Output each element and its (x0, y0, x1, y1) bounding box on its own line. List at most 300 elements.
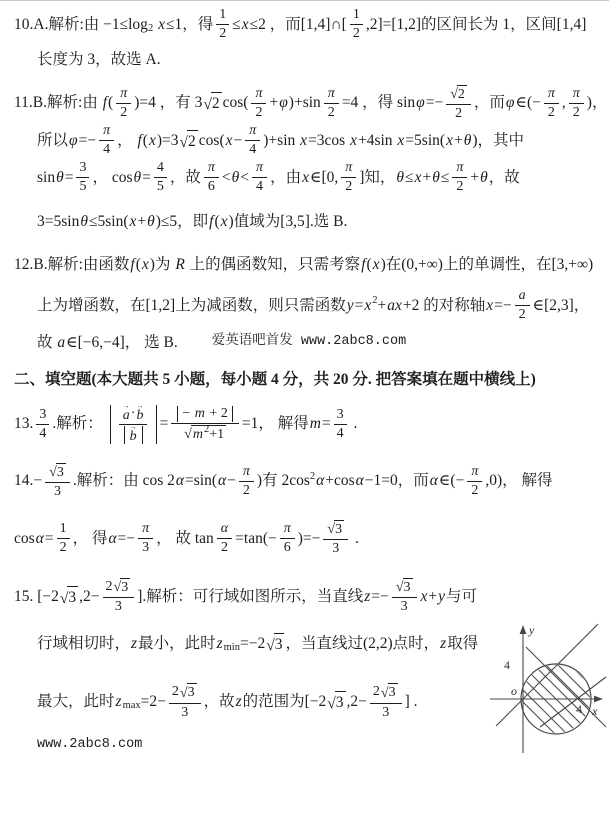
fraction (569, 86, 584, 121)
text-run: 3 (274, 636, 283, 654)
text-run: 2 (220, 539, 228, 555)
text-run: 3 (53, 483, 61, 499)
variable: α (355, 472, 364, 490)
radicand (335, 691, 346, 712)
text-run: 2 (471, 482, 479, 498)
text-run: )， (586, 94, 608, 112)
text-run: =− (425, 94, 444, 112)
fraction (36, 407, 49, 442)
text-run: ≤ (440, 168, 450, 186)
variable: m (309, 415, 321, 433)
text-run: 2 (105, 578, 113, 594)
variable: R (175, 255, 185, 273)
text-run: ≤ (232, 15, 241, 33)
radical-sign: √ (113, 579, 122, 595)
fraction (154, 160, 167, 195)
fraction (169, 683, 201, 720)
text-run: 所以 (37, 131, 69, 149)
denominator (205, 178, 218, 195)
denominator (178, 704, 191, 721)
text-run: 3 (388, 685, 396, 701)
text-run: 11.B.解析:由 (14, 94, 102, 112)
numerator (103, 578, 135, 598)
text-run: 3 (403, 579, 411, 595)
text-run: ,2− (346, 693, 367, 711)
text-run: 6 (283, 539, 291, 555)
text-run: )=− (297, 529, 321, 547)
numerator (116, 86, 131, 104)
text-run: 3 (187, 685, 195, 701)
radicand (191, 425, 226, 443)
numerator (544, 86, 559, 104)
text-run: ]知， (359, 168, 396, 186)
text-run: ∈(− (438, 472, 465, 490)
fraction (341, 160, 356, 195)
numerator (36, 407, 49, 425)
variable: x (486, 296, 494, 314)
figure-label-origin: o (511, 684, 517, 698)
text-run: ， 故 tan (156, 529, 214, 547)
variable: α (429, 472, 438, 490)
text-run: =− (494, 296, 512, 314)
vector (136, 401, 144, 423)
variable: α (35, 529, 44, 547)
answer-11-line-3 (0, 160, 609, 195)
text-run: ( (108, 94, 114, 112)
numerator (251, 86, 266, 104)
text-run: 3 (400, 598, 408, 614)
variable: α (220, 520, 229, 536)
text-run: ≤2 ，而[1,4]∩[ (249, 15, 347, 33)
radical-sign: √ (179, 685, 188, 701)
line-pos-slope-right (540, 677, 606, 727)
text-run: 1 (219, 7, 227, 22)
denominator (218, 539, 231, 556)
variable: z (440, 635, 447, 653)
fraction (138, 521, 153, 556)
text-run: 2 (120, 104, 128, 120)
numerator (350, 7, 363, 25)
square-root (60, 586, 78, 607)
denominator (76, 178, 89, 195)
absolute-value (124, 422, 143, 444)
answer-11-line-1 (0, 85, 609, 122)
text-run: − (182, 405, 194, 421)
subscript: min (223, 642, 240, 654)
text-run: 长度为 3，故选 A. (37, 51, 161, 69)
radicand (274, 633, 285, 654)
variable: π (256, 159, 264, 175)
fraction (57, 521, 70, 556)
text-run: 2 (456, 179, 464, 195)
variable: θ (396, 168, 405, 186)
text-run: 2 (242, 482, 250, 498)
subscript: 2 (147, 23, 154, 35)
text-run: · (130, 405, 136, 421)
variable: x (350, 131, 357, 149)
text-run: 4 (156, 159, 164, 175)
numerator (239, 464, 254, 482)
variable: x (148, 131, 156, 149)
radical-sign: √ (59, 589, 69, 607)
numerator (216, 7, 229, 25)
text-run: 2 (59, 539, 67, 555)
text-run: 3 (382, 704, 390, 720)
radicand (403, 578, 413, 596)
variable: ax (387, 296, 402, 314)
text-run: ( (142, 131, 148, 149)
text-run: 2 (255, 104, 263, 120)
text-run: 故 (37, 334, 57, 352)
text-run: =4 ，得 sin (341, 94, 416, 112)
section-2-header (0, 370, 609, 389)
numerator (515, 288, 530, 306)
square-root (180, 683, 197, 701)
fraction (452, 160, 467, 195)
superscript: 2 (203, 423, 210, 435)
text-run: 二、填空题(本大题共 5 小题，每小题 4 分，共 20 分. 把答案填在题中横线上) (14, 371, 536, 389)
fraction (515, 288, 530, 323)
watermark-text: www.2abc8.com (37, 736, 143, 752)
variable: x (225, 131, 233, 149)
variable: π (345, 159, 353, 175)
answer-10-line-1 (0, 7, 609, 42)
denominator (325, 104, 338, 121)
fraction (251, 86, 266, 121)
line-y-equals-x (496, 624, 598, 726)
text-run: , (561, 94, 566, 112)
text-run: =− (78, 131, 97, 149)
vector-letter: b (129, 428, 137, 444)
variable: f (137, 131, 142, 149)
variable: x (420, 587, 428, 605)
text-run: 1 (352, 7, 360, 22)
numerator (569, 86, 584, 104)
denominator (51, 483, 64, 500)
denominator (334, 425, 347, 442)
numerator (252, 160, 267, 178)
variable: y (346, 296, 354, 314)
text-run: ∈[−6,−4]， 选 B. (66, 334, 178, 352)
answer-13 (0, 401, 609, 444)
variable: α (218, 472, 227, 490)
text-run: 2 (518, 306, 526, 322)
text-run: 3 (336, 406, 344, 422)
radicand (211, 92, 222, 113)
text-run: 4 (336, 425, 344, 441)
text-run: ∈[2,3]， (532, 296, 590, 314)
answer-10-line-2 (0, 50, 609, 69)
text-run: 3 (114, 598, 122, 614)
numerator (57, 521, 70, 539)
fraction (392, 578, 417, 615)
text-run: =−2 (239, 635, 266, 653)
text-run: 3 (332, 540, 340, 556)
square-root (184, 425, 226, 443)
numerator (119, 401, 148, 425)
text-run: 3 (39, 406, 47, 422)
numerator (171, 406, 238, 424)
radicand (187, 683, 197, 701)
denominator (253, 178, 266, 195)
text-run: = (64, 168, 74, 186)
figure-label-x: x (592, 704, 598, 718)
denominator (246, 141, 259, 158)
text-run: − (227, 472, 236, 490)
variable: x (300, 131, 308, 149)
square-root (49, 463, 66, 481)
variable: x (364, 296, 372, 314)
text-run: .解析：由 cos 2 (72, 472, 175, 490)
text-run: = (142, 168, 151, 186)
variable: z (216, 635, 223, 653)
variable: θ (463, 131, 472, 149)
fraction (45, 463, 70, 500)
text-run: =tan(− (235, 529, 277, 547)
text-run: ， cos (92, 168, 133, 186)
text-run: cos (14, 529, 35, 547)
text-run: ∈(− (515, 94, 541, 112)
numerator (76, 160, 89, 178)
text-run: −1=0，而 (364, 472, 429, 490)
variable: x (241, 15, 249, 33)
text-run: )+sin (263, 131, 300, 149)
fraction (116, 86, 131, 121)
text-run: cos( (198, 131, 225, 149)
square-root (203, 92, 221, 113)
numerator (99, 123, 114, 141)
radical-sign: √ (327, 695, 336, 713)
text-run: =1， 解得 (241, 415, 309, 433)
variable: x (397, 131, 405, 149)
variable: f (361, 255, 366, 273)
text-run: + (269, 94, 279, 112)
text-run: =2− (140, 693, 166, 711)
variable: π (456, 159, 464, 175)
text-run: + (453, 131, 463, 149)
fraction (446, 85, 471, 122)
text-run: = (354, 296, 364, 314)
radical-sign: √ (266, 636, 275, 654)
vector (129, 422, 137, 444)
numerator (467, 464, 482, 482)
radical-sign: √ (184, 426, 192, 442)
text-run: 3 (56, 464, 64, 480)
variable: x (220, 213, 228, 231)
text-run: )=3 (156, 131, 179, 149)
text-run: 2 (547, 104, 555, 120)
text-run: +cos (325, 472, 355, 490)
denominator (452, 105, 465, 122)
fraction (118, 401, 149, 444)
figure-tick-x4: 4 (576, 702, 582, 716)
text-run: 3 (79, 159, 87, 175)
text-run: 14.− (14, 472, 43, 490)
variable: a (57, 334, 66, 352)
numerator (392, 578, 417, 598)
variable: φ (279, 94, 288, 112)
radicand (67, 586, 78, 607)
vector-arrow-icon: → (122, 401, 130, 410)
text-run: 4 (103, 141, 111, 157)
answer-11-line-2 (0, 123, 609, 158)
text-run: ( (214, 213, 220, 231)
text-run: + 2 (205, 405, 228, 421)
fraction (204, 160, 219, 195)
variable: θ (147, 213, 155, 231)
y-axis-arrow-icon (520, 625, 527, 634)
text-run: 4 (256, 179, 264, 195)
radicand (56, 463, 66, 481)
variable: m (192, 426, 203, 442)
denominator (398, 598, 411, 615)
variable: φ (416, 94, 425, 112)
variable: x (414, 168, 422, 186)
text-run: 的范围为[−2 (242, 693, 327, 711)
denominator (112, 598, 125, 615)
text-run: ，当直线过(2,2)点时， (285, 635, 440, 653)
text-run: 2 (345, 179, 353, 195)
variable: x (141, 255, 149, 273)
text-run: + (470, 168, 480, 186)
variable: y (438, 587, 446, 605)
text-run: + (377, 296, 387, 314)
variable: f (130, 255, 135, 273)
radicand (388, 683, 398, 701)
fraction (103, 578, 135, 615)
answer-14-line-1 (0, 463, 609, 500)
fraction (370, 683, 402, 720)
answer-15-line-1 (0, 578, 609, 615)
fraction (467, 464, 482, 499)
text-run: )值域为[3,5].选 B. (228, 213, 348, 231)
denominator (100, 141, 113, 158)
text-run: 5 (156, 179, 164, 195)
denominator (139, 539, 152, 556)
text-run: 15. [−2 (14, 587, 59, 605)
text-run: +1 (209, 426, 225, 442)
vector-arrow-icon: → (129, 422, 137, 431)
text-run: 2 (572, 104, 580, 120)
radical-sign: √ (49, 464, 57, 480)
numerator (245, 123, 260, 141)
text-run: < (240, 168, 250, 186)
numerator (334, 407, 347, 425)
variable: z (131, 635, 138, 653)
radicand (457, 85, 467, 103)
fraction (217, 521, 232, 556)
vector-letter: a (122, 407, 130, 423)
numerator (204, 160, 219, 178)
text-run: .解析： (52, 415, 107, 433)
radical-sign: √ (380, 685, 389, 701)
denominator (350, 25, 363, 42)
radical-sign: √ (327, 521, 336, 537)
square-root (266, 633, 284, 654)
text-run: 3 (142, 539, 150, 555)
text-run: =sin( (185, 472, 217, 490)
text-run: ,2]=[1,2]的区间长为 1，区间[1,4] (365, 15, 587, 33)
variable: a (518, 287, 526, 303)
denominator (240, 482, 253, 499)
fraction (99, 123, 114, 158)
text-run: ≤1，得 (165, 15, 214, 33)
text-run: 5 (79, 179, 87, 195)
text-run: . (349, 415, 358, 433)
text-run: . (351, 529, 359, 547)
denominator (453, 178, 466, 195)
x-axis-arrow-icon (594, 696, 603, 703)
text-run: ，故 (488, 168, 520, 186)
radical-sign: √ (450, 86, 458, 102)
denominator (118, 422, 149, 444)
fraction (544, 86, 559, 121)
text-run: = (44, 529, 54, 547)
variable: π (207, 159, 215, 175)
numerator (324, 86, 339, 104)
variable: π (242, 463, 250, 479)
superscript: 2 (372, 294, 378, 306)
radicand (120, 578, 130, 596)
variable: θ (231, 168, 240, 186)
text-run: 2 (211, 95, 220, 113)
variable: z (235, 693, 242, 711)
variable: π (120, 85, 128, 101)
variable: φ (505, 94, 515, 112)
text-run: 3=5sin (37, 213, 80, 231)
fraction (171, 406, 238, 443)
text-run: 2 (171, 684, 179, 700)
figure-tick-y4: 4 (504, 658, 510, 672)
feasible-region-figure (488, 621, 607, 771)
variable: x (446, 131, 453, 149)
subscript: max (122, 700, 141, 712)
radical-sign: √ (395, 579, 404, 595)
watermark-text: 爱英语吧首发 www.2abc8.com (211, 334, 407, 350)
text-run: ( (135, 255, 141, 273)
text-run: +4sin (357, 131, 397, 149)
text-run: ∈[0, (309, 168, 339, 186)
absolute-value (177, 406, 232, 422)
text-run: 3 (121, 579, 129, 595)
numerator (452, 160, 467, 178)
text-run: + (137, 213, 147, 231)
fraction (334, 407, 347, 442)
text-run: = (321, 415, 331, 433)
text-run: ] . (404, 693, 418, 711)
denominator (570, 104, 583, 121)
numerator (280, 521, 295, 539)
text-run: =5sin( (405, 131, 446, 149)
numerator (45, 463, 70, 483)
numerator (154, 160, 167, 178)
square-root (327, 691, 345, 712)
figure-label-y: y (529, 623, 535, 637)
numerator (138, 521, 153, 539)
text-run: 3 (335, 694, 344, 712)
denominator (329, 540, 342, 557)
fraction (280, 521, 295, 556)
denominator (379, 704, 392, 721)
text-run: 1 (59, 520, 67, 536)
text-run: < (221, 168, 231, 186)
text-run: ].解析：可行域如图所示，当直线 (137, 587, 364, 605)
radical-sign: √ (179, 133, 189, 151)
variable: π (471, 463, 479, 479)
variable: θ (480, 168, 488, 186)
denominator (117, 104, 130, 121)
denominator (216, 25, 229, 42)
